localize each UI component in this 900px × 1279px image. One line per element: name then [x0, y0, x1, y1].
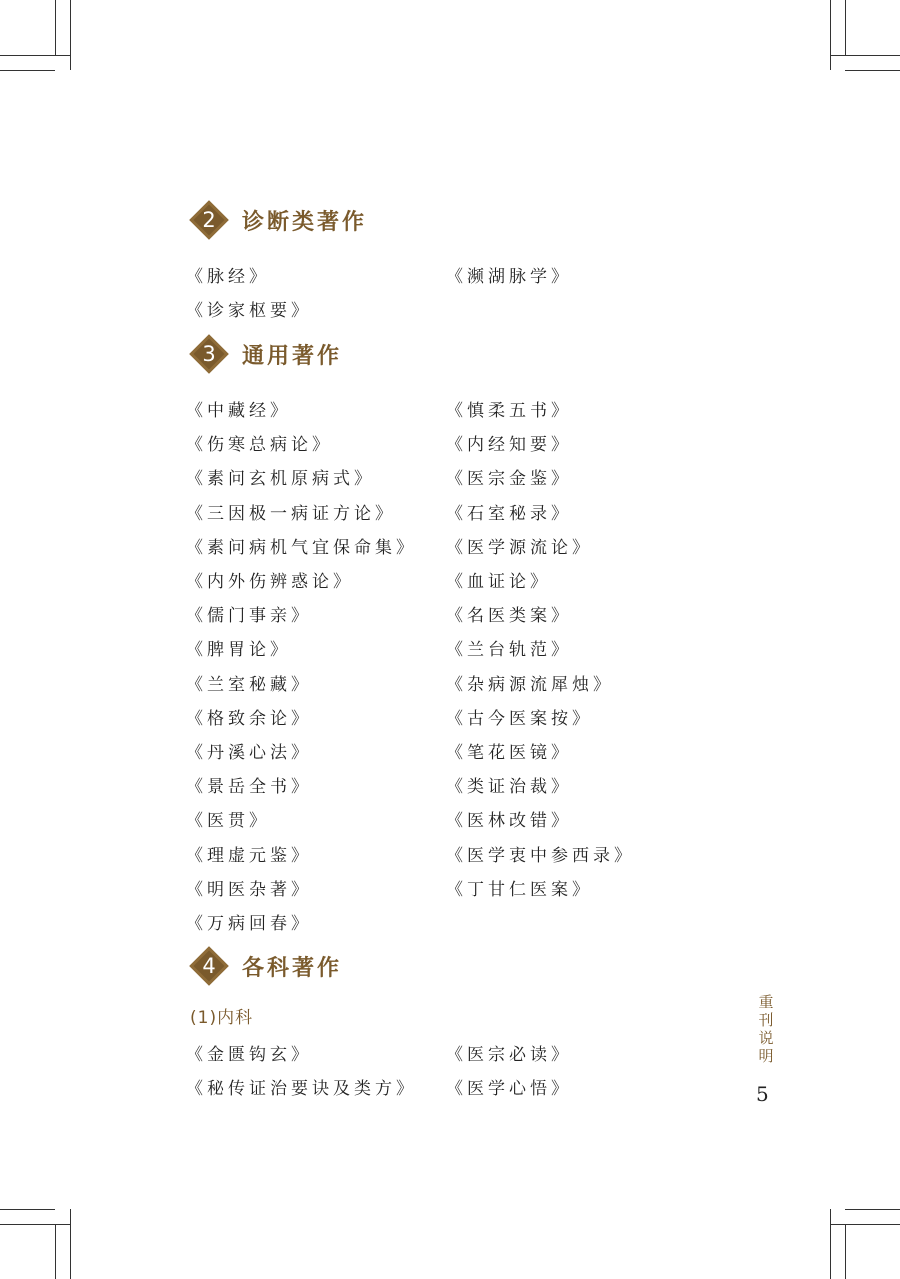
book-title: 《素问玄机原病式》 [186, 469, 375, 489]
section-title: 各科著作 [242, 955, 343, 981]
book-title: 《古今医案按》 [446, 709, 593, 729]
diamond-number-icon: 4 [190, 947, 228, 985]
book-title: 《脾胃论》 [186, 640, 291, 660]
book-title: 《秘传证治要诀及类方》 [186, 1079, 417, 1099]
book-title: 《诊家枢要》 [186, 301, 312, 321]
diamond-number-icon: 3 [190, 335, 228, 373]
book-title: 《素问病机气宜保命集》 [186, 538, 417, 558]
book-title: 《明医杂著》 [186, 880, 312, 900]
book-title: 《格致余论》 [186, 709, 312, 729]
book-title: 《慎柔五书》 [446, 401, 572, 421]
book-title: 《医学源流论》 [446, 538, 593, 558]
section-title: 通用著作 [242, 343, 343, 369]
book-title: 《医贯》 [186, 811, 270, 831]
book-title: 《内外伤辨惑论》 [186, 572, 354, 592]
section-heading [190, 946, 342, 986]
book-title: 《伤寒总病论》 [186, 435, 333, 455]
book-title: 《杂病源流犀烛》 [446, 675, 614, 695]
book-title: 《血证论》 [446, 572, 551, 592]
book-title: 《兰室秘藏》 [186, 675, 312, 695]
book-title: 《中藏经》 [186, 401, 291, 421]
book-title: 《景岳全书》 [186, 777, 312, 797]
book-title: 《笔花医镜》 [446, 743, 572, 763]
book-title: 《丁甘仁医案》 [446, 880, 593, 900]
book-title: 《金匮钩玄》 [186, 1045, 312, 1065]
book-title: 《兰台轨范》 [446, 640, 572, 660]
book-title: 《医宗必读》 [446, 1045, 572, 1065]
section-heading [190, 200, 367, 240]
book-title: 《三因极一病证方论》 [186, 504, 396, 524]
book-title: 《万病回春》 [186, 914, 312, 934]
book-title: 《濒湖脉学》 [446, 267, 572, 287]
section-heading [190, 334, 342, 374]
section-title: 诊断类著作 [242, 209, 368, 235]
book-title: 《名医类案》 [446, 606, 572, 626]
book-title: 《丹溪心法》 [186, 743, 312, 763]
book-title: 《医林改错》 [446, 811, 572, 831]
book-title: 《理虚元鉴》 [186, 846, 312, 866]
book-title: 《脉经》 [186, 267, 270, 287]
running-head: 重 刊 说 明 [758, 993, 774, 1065]
book-title: 《医学心悟》 [446, 1079, 572, 1099]
page-number: 5 [756, 1082, 769, 1106]
book-title: 《类证治裁》 [446, 777, 572, 797]
diamond-number-icon: 2 [190, 201, 228, 239]
subheading: (1)内科 [190, 1008, 254, 1028]
book-title: 《医学衷中参西录》 [446, 846, 635, 866]
book-title: 《儒门事亲》 [186, 606, 312, 626]
book-title: 《医宗金鉴》 [446, 469, 572, 489]
book-title: 《石室秘录》 [446, 504, 572, 524]
book-title: 《内经知要》 [446, 435, 572, 455]
